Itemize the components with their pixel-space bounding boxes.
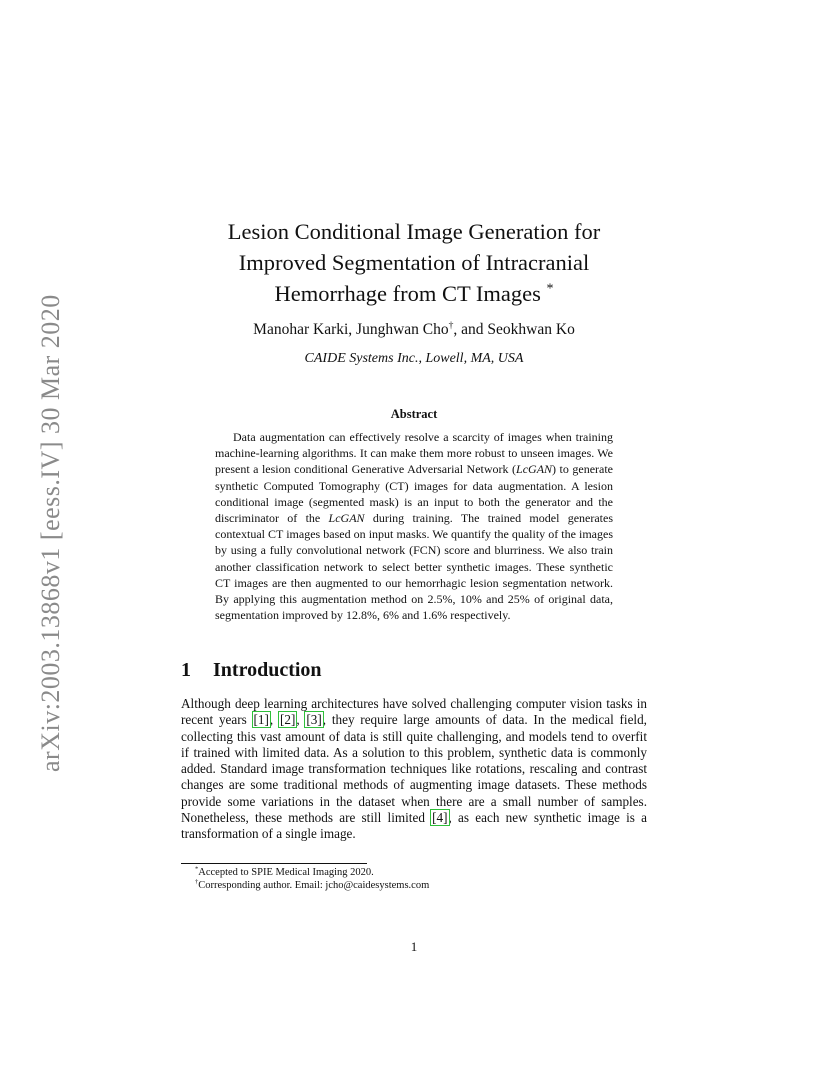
- intro-sep-1: ,: [269, 712, 279, 728]
- abstract-part-2: ) to generate synthetic Computed Tomography (CT) images for data augmentation. A lesion conditional image (segmented mask) is an input to both the generator and the discriminator of the: [215, 462, 614, 526]
- abstract-lcgan-1: LcGAN: [516, 462, 553, 477]
- intro-sep-2: ,: [296, 712, 306, 728]
- section-title: Introduction: [213, 659, 322, 681]
- title-line-3: [170, 278, 658, 309]
- arxiv-identifier: arXiv:2003.13868v1 [eess.IV] 30 Mar 2020: [36, 294, 65, 772]
- section-number: 1: [181, 659, 191, 681]
- author-names-a: Manohar Karki, Junghwan Cho: [253, 321, 449, 338]
- abstract-heading: Abstract: [390, 407, 438, 421]
- intro-part-3: , as each new synthetic image is a transformation of a single image.: [181, 810, 647, 842]
- page-number: 1: [410, 939, 418, 954]
- title-line-1: Lesion Conditional Image Generation for: [227, 219, 601, 244]
- section-heading: [181, 659, 322, 682]
- introduction-paragraph: [181, 696, 647, 843]
- footnote-1-text: Accepted to SPIE Medical Imaging 2020.: [198, 867, 374, 878]
- abstract-lcgan-2: LcGAN: [328, 511, 365, 526]
- author-list: [170, 321, 658, 339]
- footnote-2: [195, 880, 429, 891]
- footnote-1: [195, 867, 374, 878]
- footnote-2-text: Corresponding author. Email: jcho@caidesystems.com: [198, 880, 430, 891]
- abstract-text: [215, 429, 613, 623]
- footnote-1-mark: *: [195, 865, 199, 873]
- citation-link-1[interactable]: [1]: [253, 712, 269, 728]
- abstract-part-1: Data augmentation can effectively resolve a scarcity of images when training machine-learning algorithms. It can make them more robust to unseen images. We present a lesion conditional Generative Adversarial Network (: [215, 430, 613, 477]
- paper-title: [170, 216, 658, 309]
- title-footnote-mark: *: [546, 281, 554, 297]
- corresponding-author-mark: †: [448, 319, 454, 331]
- citation-link-3[interactable]: [3]: [306, 712, 322, 728]
- citation-link-2[interactable]: [2]: [279, 712, 296, 728]
- title-line-3-text: Hemorrhage from CT Images: [274, 281, 541, 306]
- intro-part-2: , they require large amounts of data. In the medical field, collecting this vast amount of data is still quite challenging, and models tend to overfit if trained with limited data. As a solution to this problem, synthetic data is commonly added. Standard image transformation techniques like rotations, rescaling and contrast changes are some traditional methods of augmenting image datasets. These methods provide some variations in the dataset when there are a small number of samples. Nonetheless, these methods are still limited: [181, 712, 647, 826]
- abstract-part-3: during training. The trained model generates contextual CT images based on input masks. We quantify the quality of the images by using a fully convolutional network (FCN) score and blurriness. We also train another classification network to select better synthetic images. These synthetic CT images are then augmented to our hemorrhagic lesion segmentation network. By applying this augmentation method on 2.5%, 10% and 25% of original data, segmentation improved by 12.8%, 6% and 1.6% respectively.: [215, 511, 614, 623]
- author-names-b: , and Seokhwan Ko: [453, 321, 575, 338]
- intro-part-1: Although deep learning architectures have solved challenging computer vision tasks in recent years: [181, 696, 647, 728]
- footnote-2-mark: †: [195, 878, 199, 886]
- citation-link-4[interactable]: [4]: [432, 810, 448, 826]
- title-line-2: Improved Segmentation of Intracranial: [238, 250, 590, 275]
- footnote-divider: [181, 863, 367, 864]
- affiliation: CAIDE Systems Inc., Lowell, MA, USA: [304, 351, 524, 366]
